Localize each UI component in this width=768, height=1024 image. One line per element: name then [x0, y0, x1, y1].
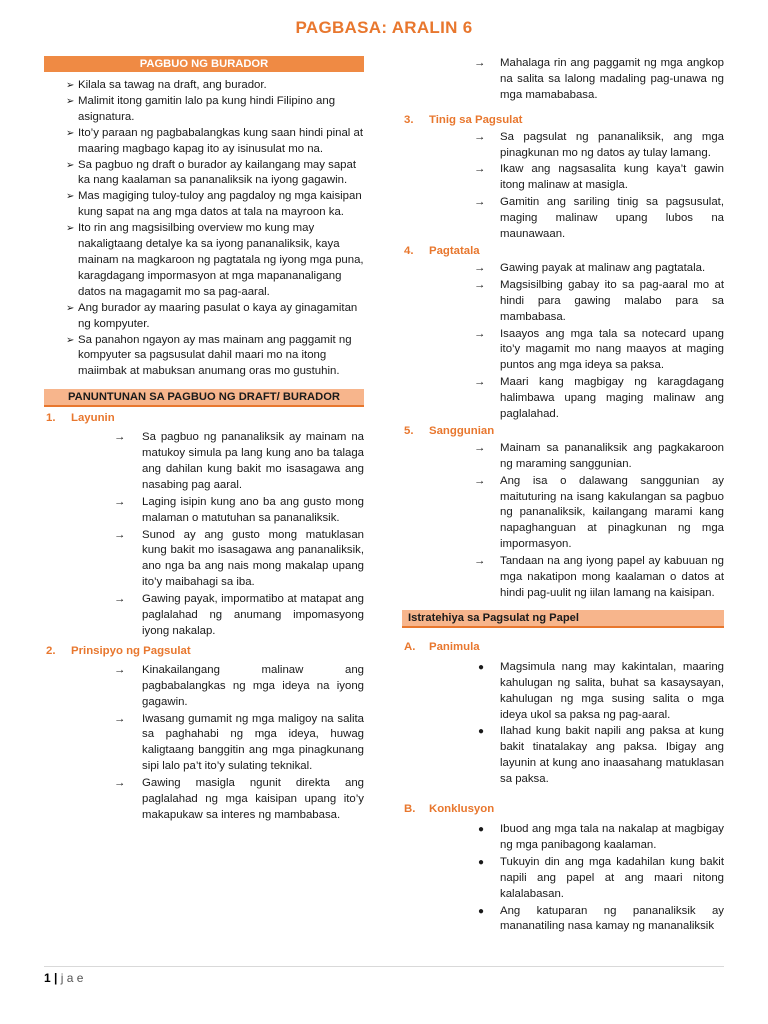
bullet-dot-icon: ●	[478, 856, 485, 868]
section-heading-layunin: 1. Layunin	[46, 412, 115, 425]
list-item: → Magsisilbing gabay ito sa pag-aaral mo at hindi para gawing malabo para sa mambabasa.	[474, 278, 724, 323]
list-item: ● Ang katuparan ng pananaliksik ay mananatiling nasa kamay ng mananaliksik	[478, 904, 724, 933]
right-arrow-icon: →	[474, 474, 486, 487]
list-item: → Gamitin ang sariling tinig sa pagsusulat, maging malinaw upang lubos na maunawaan.	[474, 196, 724, 241]
arrow-list	[44, 663, 364, 824]
list-item: ➢ Ito rin ang magsisilbing overview mo kung may nakaligtaang detalye ka sa iyong pananaliksik, kaya mainam na magkaroon ng pagtatala ng iyong mga puna, karagdagang impormasyon at mga mapananaligang datos na magagamit mo sa pag-aaral.	[66, 222, 364, 298]
list-item: → Isaayos ang mga tala sa notecard upang ito’y magamit mo nang maayos at maging puntos ang mga ideya sa paksa.	[474, 327, 724, 372]
arrow-list	[402, 261, 724, 423]
right-arrow-icon: →	[474, 555, 486, 568]
list-item: ➢ Mas magiging tuloy-tuloy ang pagdaloy ng mga kaisipan kung sapat na ang mga datos at tala na mayroon ka.	[66, 190, 362, 219]
footer-separator: |	[54, 971, 58, 985]
left-column	[44, 56, 364, 825]
section-header-istratehiya: Istratehiya sa Pagsulat ng Papel	[402, 610, 724, 628]
list-item: ● Ibuod ang mga tala na nakalap at magbigay ng mga panibagong kaalaman.	[478, 822, 724, 851]
footer-initials: j a e	[60, 971, 84, 985]
arrow-list	[402, 441, 724, 602]
right-arrow-icon: →	[114, 663, 126, 676]
section-header-pagbuo: PAGBUO NG BURADOR	[44, 56, 364, 72]
list-item: → Tandaan na ang iyong papel ay kabuuan ng mga nakatipon mong kaalaman o datos at hindi pag-uulit ng iilan lamang na kaisipan.	[474, 555, 724, 599]
arrow-list	[402, 130, 724, 243]
list-item: → Sa pagsulat ng pananaliksik, ang mga pinagkunan mo ng datos ay tulay lamang.	[474, 130, 724, 159]
list-item: → Sa pagbuo ng pananaliksik ay mainam na matukoy simula pa lang kung ano ba talaga ang dahilan kung bakit mo isasagawa ang nasabing pag aaral.	[114, 431, 364, 491]
bullet-dot-icon: ●	[478, 905, 485, 917]
arrow-bullet-icon: ➢	[66, 127, 75, 139]
list-item: → Kinakailangang malinaw ang pagbabalangkas ng mga ideya na iyong gagawin.	[114, 663, 364, 708]
list-item: → Ikaw ang nagsasalita kung kaya’t gawin itong malinaw at masigla.	[474, 163, 724, 192]
dot-list	[402, 660, 724, 788]
page-title: PAGBASA: ARALIN 6	[295, 18, 473, 37]
bullet-dot-icon: ●	[478, 823, 485, 835]
section-heading-tinig: 3. Tinig sa Pagsulat	[404, 113, 523, 126]
right-arrow-icon: →	[114, 431, 126, 444]
list-item: ➢ Sa pagbuo ng draft o burador ay kailangang may sapat ka nang kaalaman sa pananaliksik na iyong gagawin.	[66, 158, 356, 187]
list-item: → Ang isa o dalawang sanggunian ay maituturing na isang kakulangan sa pagbuo ng pananaliksik, kailangang marami kang napaghanguan at pinagkunan ng mga impormasyon.	[474, 474, 724, 551]
list-item: ● Ilahad kung bakit napili ang paksa at kung bakit tinatalakay ang paksa. Ibigay ang layunin at kung ano inaasahang matuklasan sa paksa.	[478, 725, 724, 786]
arrow-bullet-icon: ➢	[66, 80, 75, 91]
section-heading-pagtatala: 4. Pagtatala	[404, 244, 480, 257]
right-arrow-icon: →	[474, 441, 486, 454]
list-item: ➢ Ito’y paraan ng pagbabalangkas kung saan hindi pinal at maaring magbago kapag ito ay isinusulat mo na.	[66, 126, 363, 155]
right-arrow-icon: →	[114, 593, 126, 606]
list-item: → Gawing payak, impormatibo at matapat ang paglalahad ng anumang impomasyong iyong nakalap.	[114, 593, 364, 637]
list-item: → Maari kang magbigay ng karagdagang halimbawa upang maging malinaw ang paglalahad.	[474, 376, 724, 421]
list-item: ➢ Sa panahon ngayon ay mas mainam ang paggamit ng kompyuter sa pagsusulat dahil maari mo na itong maiimbak at mabuksan anumang oras mo gustuhin.	[66, 333, 352, 378]
bullet-dot-icon: ●	[478, 661, 485, 673]
list-item: → Laging isipin kung ano ba ang gusto mong malaman o matutuhan sa pananaliksik.	[114, 495, 364, 524]
right-arrow-icon: →	[474, 376, 486, 389]
arrow-bullet-icon: ➢	[66, 191, 75, 203]
list-item: → Iwasang gumamit ng mga maligoy na salita sa paghahabi ng mga ideya, huwag kaligtaang banggitin ang mga pinagkunang sipi lalo pa’t ito’y sulating teknikal.	[114, 712, 364, 773]
right-arrow-icon: →	[474, 196, 486, 209]
arrow-bullet-icon: ➢	[66, 302, 75, 314]
right-arrow-icon: →	[114, 712, 126, 725]
arrow-bullet-icon: ➢	[66, 159, 75, 171]
list-item: ● Magsimula nang may kakintalan, maaring kahulugan ng salita, buhat sa kasaysayan, kahulugan ng mga susing salita o mga ideya ukol sa paksa ng pag-aaral.	[478, 660, 724, 721]
arrow-list	[44, 430, 364, 640]
right-arrow-icon: →	[114, 777, 126, 790]
page-number: 1	[44, 971, 51, 985]
bullet-list	[44, 78, 364, 380]
arrow-bullet-icon: ➢	[66, 95, 75, 107]
list-item: ➢ Ang burador ay maaring pasulat o kaya ay ginagamitan ng kompyuter.	[66, 301, 358, 330]
page-footer	[44, 966, 724, 985]
right-arrow-icon: →	[114, 495, 126, 508]
section-heading-panimula: A. Panimula	[404, 640, 480, 653]
list-item: → Sunod ay ang gusto mong matuklasan kung bakit mo isasagawa ang pananaliksik, ano nga ba ang nais mong makalap upang ito’y maibahagi sa iba.	[114, 528, 364, 589]
list-item: ➢ Malimit itong gamitin lalo pa kung hindi Filipino ang asignatura.	[66, 94, 336, 123]
list-item: ● Tukuyin din ang mga kadahilan kung bakit napili ang papel at ang maari nitong kalalabasan.	[478, 855, 724, 900]
right-arrow-icon: →	[114, 528, 126, 541]
right-arrow-icon: →	[474, 327, 486, 340]
bullet-dot-icon: ●	[478, 726, 485, 738]
right-arrow-icon: →	[474, 163, 486, 176]
arrow-bullet-icon: ➢	[66, 223, 75, 235]
list-item: ➢ Kilala sa tawag na draft, ang burador.	[44, 78, 364, 94]
section-heading-sanggunian: 5. Sanggunian	[404, 424, 495, 437]
dot-list	[402, 822, 724, 935]
arrow-list	[402, 56, 724, 104]
list-item: → Mahalaga rin ang paggamit ng mga angkop na salita sa lalong madaling pag-unawa ng mga mamababasa.	[474, 57, 724, 101]
arrow-bullet-icon: ➢	[66, 334, 75, 346]
list-item: → Gawing masigla ngunit direkta ang paglalahad ng mga kaisipan upang ito’y makapukaw sa interes ng mambabasa.	[114, 777, 364, 821]
list-item: → Mainam sa pananaliksik ang pagkakaroon ng maraming sanggunian.	[474, 441, 724, 470]
right-arrow-icon: →	[474, 57, 486, 69]
section-heading-prinsipyo: 2. Prinsipyo ng Pagsulat	[46, 644, 191, 657]
right-arrow-icon: →	[474, 130, 486, 143]
section-heading-konklusyon: B. Konklusyon	[404, 803, 495, 816]
right-column	[402, 56, 724, 936]
list-item: → Gawing payak at malinaw ang pagtatala.	[402, 261, 724, 277]
right-arrow-icon: →	[474, 278, 486, 291]
right-arrow-icon: →	[474, 261, 486, 274]
section-header-panuntunan: PANUNTUNAN SA PAGBUO NG DRAFT/ BURADOR	[44, 389, 364, 407]
